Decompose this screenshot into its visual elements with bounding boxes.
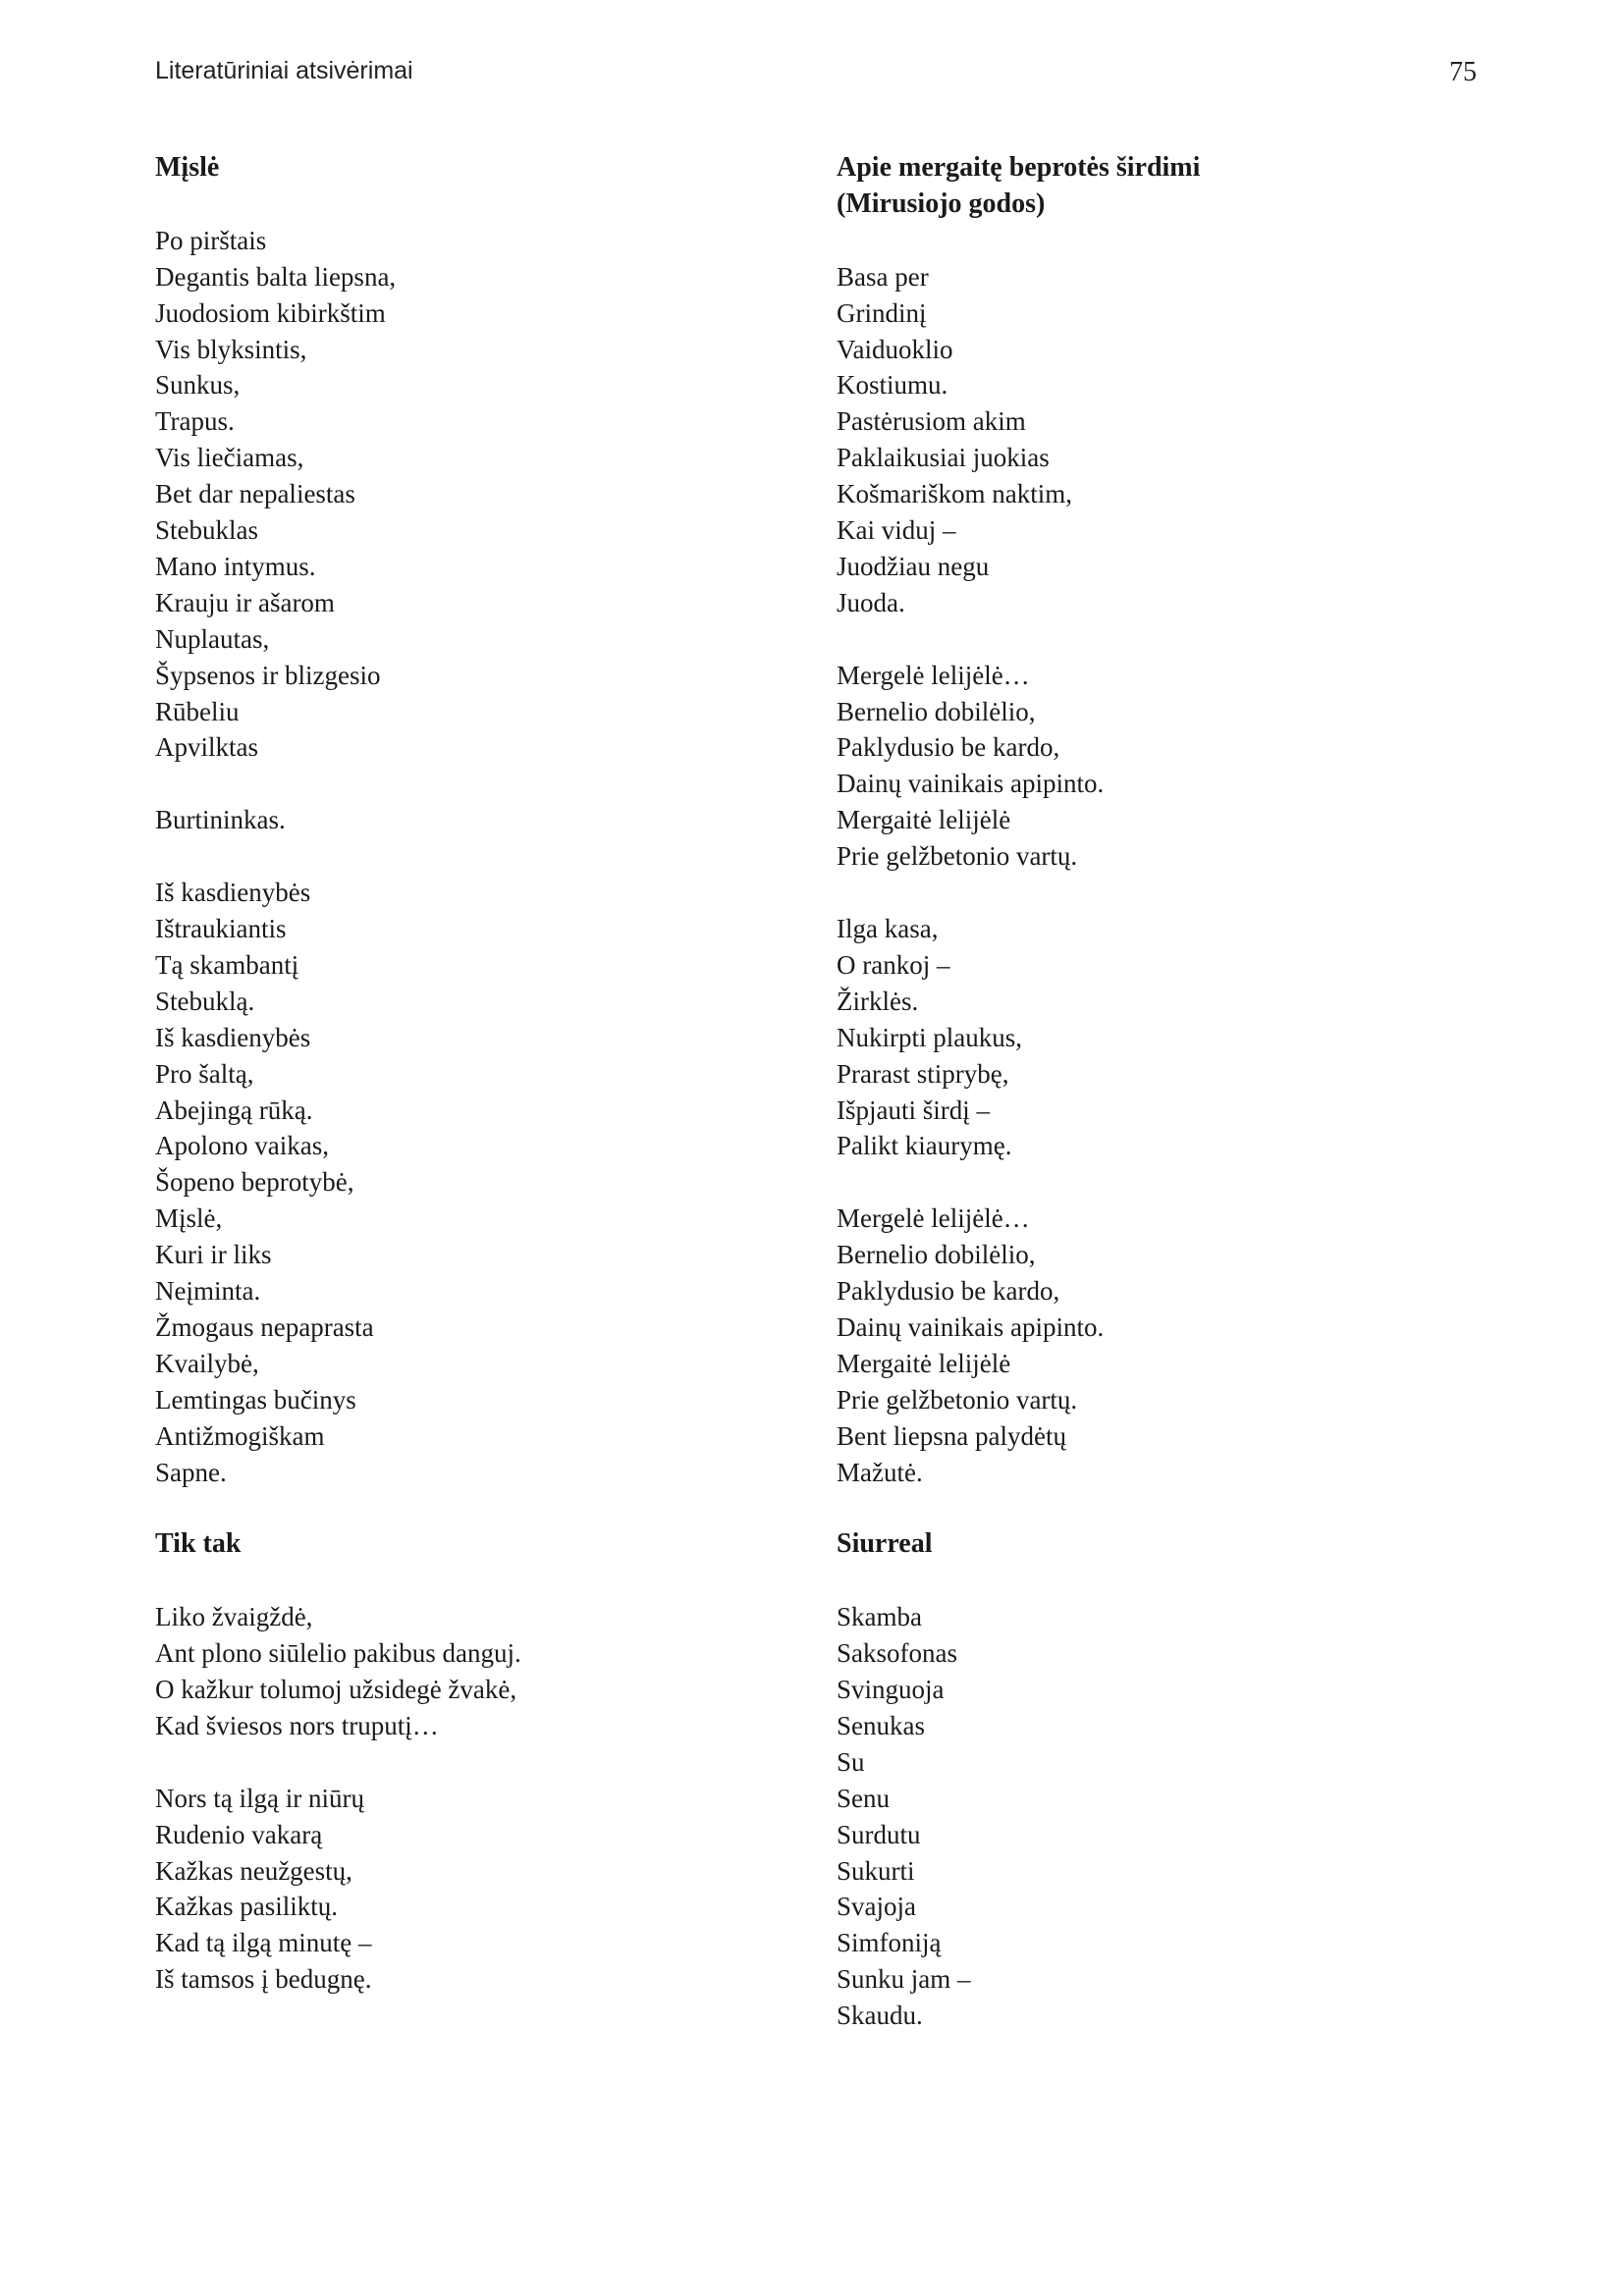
- verse-line: Palikt kiaurymę.: [837, 1131, 1012, 1161]
- stanza: [837, 911, 1465, 1164]
- verse-line: Abejingą rūką.: [155, 1095, 313, 1125]
- stanza-break: [155, 838, 784, 875]
- verse-line: Mergelė lelijėlė…: [837, 660, 1030, 690]
- verse-line: Kai viduj –: [837, 515, 956, 546]
- verse-line: Apvilktas: [155, 732, 258, 763]
- verse-line: Sunkus,: [155, 370, 241, 400]
- verse-line: Antižmogiškam: [155, 1420, 325, 1451]
- verse-line: Iš kasdienybės: [155, 878, 311, 908]
- verse-line: Ant plono siūlelio pakibus danguj.: [155, 1638, 521, 1669]
- poem-separator: [837, 1490, 1465, 1526]
- stanza: [155, 875, 784, 1490]
- verse-line: Neįminta.: [155, 1276, 261, 1307]
- stanza-break: [837, 875, 1465, 911]
- poem-title-line: (Mirusiojo godos): [837, 187, 1046, 219]
- verse-line: Nors tą ilgą ir niūrų: [155, 1783, 364, 1813]
- page-number: 75: [1449, 57, 1477, 87]
- verse-line: O rankoj –: [837, 949, 950, 980]
- verse-line: Šopeno beprotybė,: [155, 1167, 354, 1198]
- verse-line: Svajoja: [837, 1892, 916, 1922]
- verse-line: Rudenio vakarą: [155, 1819, 323, 1849]
- verse-line: Tą skambantį: [155, 949, 299, 980]
- verse-line: Grindinį: [837, 297, 927, 328]
- stanza-break: [837, 621, 1465, 658]
- stanza: [837, 259, 1465, 621]
- verse-line: Dainų vainikais apipinto.: [837, 1311, 1105, 1342]
- verse-line: Senu: [837, 1783, 890, 1813]
- poem-title-line: Mįslė: [155, 152, 220, 183]
- stanza-break: [837, 223, 1465, 259]
- verse-line: Šypsenos ir blizgesio: [155, 660, 381, 690]
- running-header: Literatūriniai atsivėrimai: [155, 57, 413, 84]
- verse-line: Kad tą ilgą minutę –: [155, 1928, 372, 1958]
- verse-line: Surdutu: [837, 1819, 921, 1849]
- stanza-break: [155, 1563, 784, 1599]
- verse-line: Juodosiom kibirkštim: [155, 297, 386, 328]
- left-column: [155, 150, 784, 1998]
- verse-line: Kuri ir liks: [155, 1240, 272, 1270]
- verse-line: Juoda.: [837, 587, 905, 617]
- stanza: [155, 223, 784, 767]
- verse-line: Pastėrusiom akim: [837, 406, 1026, 437]
- verse-line: Mergelė lelijėlė…: [837, 1203, 1030, 1234]
- verse-line: Bet dar nepaliestas: [155, 479, 355, 509]
- verse-line: Krauju ir ašarom: [155, 587, 335, 617]
- stanza-break: [155, 766, 784, 802]
- poem: [155, 1526, 784, 1998]
- stanza: [837, 658, 1465, 875]
- poem-title: [155, 1526, 784, 1563]
- verse-line: Mažutė.: [837, 1457, 923, 1487]
- verse-line: Bernelio dobilėlio,: [837, 1240, 1036, 1270]
- verse-line: Apolono vaikas,: [155, 1131, 329, 1161]
- verse-line: Vaiduoklio: [837, 334, 953, 364]
- verse-line: Simfoniją: [837, 1928, 942, 1958]
- stanza-break: [155, 1744, 784, 1781]
- verse-line: Paklaikusiai juokias: [837, 443, 1050, 473]
- verse-line: Basa per: [837, 261, 929, 292]
- verse-line: Iš kasdienybės: [155, 1022, 311, 1052]
- stanza: [837, 1201, 1465, 1490]
- verse-line: Išpjauti širdį –: [837, 1095, 990, 1125]
- stanza-break: [837, 1164, 1465, 1201]
- poem-title-line: Siurreal: [837, 1528, 933, 1560]
- verse-line: Stebuklas: [155, 515, 258, 546]
- verse-line: Svinguoja: [837, 1674, 945, 1704]
- verse-line: Mįslė,: [155, 1203, 223, 1234]
- verse-line: Skaudu.: [837, 2001, 923, 2031]
- verse-line: Prarast stiprybę,: [837, 1058, 1009, 1089]
- verse-line: Saksofonas: [837, 1638, 957, 1669]
- verse-line: Lemtingas bučinys: [155, 1384, 356, 1415]
- verse-line: Mergaitė lelijėlė: [837, 805, 1011, 835]
- verse-line: Bent liepsna palydėtų: [837, 1420, 1066, 1451]
- poem-title: [837, 150, 1465, 223]
- verse-line: Vis blyksintis,: [155, 334, 307, 364]
- stanza: [837, 1599, 1465, 2034]
- verse-line: Juodžiau negu: [837, 551, 990, 581]
- verse-line: Senukas: [837, 1710, 925, 1740]
- verse-line: Kostiumu.: [837, 370, 948, 400]
- poem-title: [837, 1526, 1465, 1563]
- stanza: [155, 1599, 784, 1744]
- right-column: [837, 150, 1465, 2034]
- verse-line: Bernelio dobilėlio,: [837, 696, 1036, 726]
- verse-line: Dainų vainikais apipinto.: [837, 769, 1105, 799]
- verse-line: Stebuklą.: [155, 986, 255, 1016]
- verse-line: Trapus.: [155, 406, 235, 437]
- verse-line: Vis liečiamas,: [155, 443, 304, 473]
- verse-line: Košmariškom naktim,: [837, 479, 1072, 509]
- verse-line: Prie gelžbetonio vartų.: [837, 841, 1078, 872]
- verse-line: Mano intymus.: [155, 551, 316, 581]
- verse-line: Prie gelžbetonio vartų.: [837, 1384, 1078, 1415]
- verse-line: Sunku jam –: [837, 1964, 971, 1995]
- verse-line: Pro šaltą,: [155, 1058, 254, 1089]
- verse-line: Su: [837, 1746, 865, 1777]
- stanza-break: [837, 1563, 1465, 1599]
- poem: [837, 150, 1465, 1490]
- verse-line: Kažkas neužgestų,: [155, 1855, 352, 1886]
- stanza: [155, 802, 784, 838]
- verse-line: Paklydusio be kardo,: [837, 732, 1060, 763]
- verse-line: Žmogaus nepaprasta: [155, 1311, 374, 1342]
- verse-line: Kad šviesos nors truputį…: [155, 1710, 439, 1740]
- stanza-break: [155, 187, 784, 223]
- verse-line: O kažkur tolumoj užsidegė žvakė,: [155, 1674, 517, 1704]
- verse-line: Mergaitė lelijėlė: [837, 1348, 1011, 1378]
- poem-separator: [155, 1490, 784, 1526]
- verse-line: Sapne.: [155, 1457, 227, 1487]
- verse-line: Ištraukiantis: [155, 913, 287, 943]
- verse-line: Liko žvaigždė,: [155, 1602, 313, 1632]
- verse-line: Nuplautas,: [155, 623, 270, 654]
- verse-line: Skamba: [837, 1602, 922, 1632]
- verse-line: Paklydusio be kardo,: [837, 1276, 1060, 1307]
- stanza: [155, 1781, 784, 1998]
- verse-line: Kvailybė,: [155, 1348, 259, 1378]
- verse-line: Nukirpti plaukus,: [837, 1022, 1022, 1052]
- poem-title: [155, 150, 784, 187]
- verse-line: Iš tamsos į bedugnę.: [155, 1964, 372, 1995]
- verse-line: Burtininkas.: [155, 805, 286, 835]
- poem-title-line: Apie mergaitę beprotės širdimi: [837, 152, 1201, 183]
- poem-title-line: Tik tak: [155, 1528, 242, 1560]
- verse-line: Sukurti: [837, 1855, 915, 1886]
- poem: [155, 150, 784, 1490]
- verse-line: Ilga kasa,: [837, 913, 939, 943]
- verse-line: Kažkas pasiliktų.: [155, 1892, 338, 1922]
- verse-line: Degantis balta liepsna,: [155, 261, 397, 292]
- verse-line: Rūbeliu: [155, 696, 240, 726]
- verse-line: Žirklės.: [837, 986, 919, 1016]
- poem: [837, 1526, 1465, 2034]
- verse-line: Po pirštais: [155, 225, 267, 255]
